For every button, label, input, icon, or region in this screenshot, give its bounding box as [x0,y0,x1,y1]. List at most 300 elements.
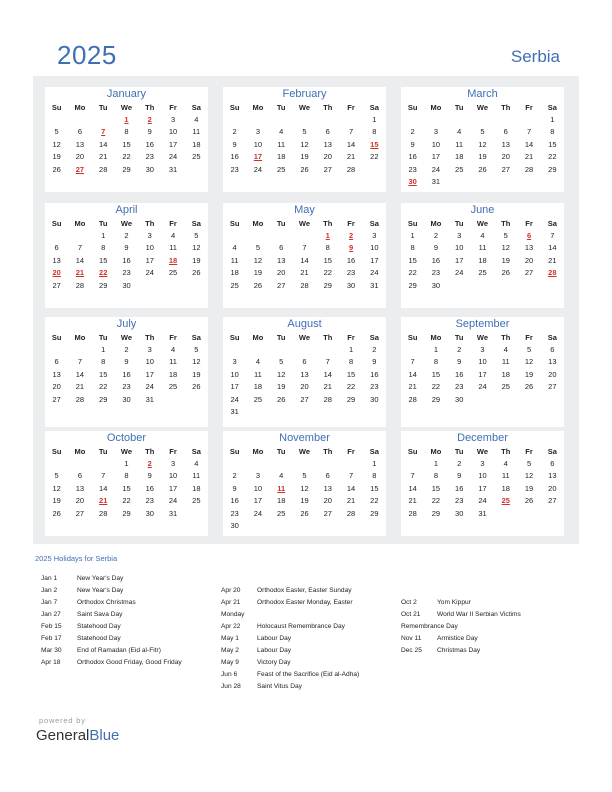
day-cell: 21 [408,382,417,392]
day-cell: 29 [122,508,131,518]
day-cell: 20 [300,382,309,392]
empty-cell [448,176,471,188]
empty-cell [185,508,208,520]
day-cell: 27 [323,508,332,518]
day-cell: 16 [346,255,356,265]
day-cell: 17 [168,139,178,149]
day-cell: 18 [253,382,263,392]
day-cell: 5 [302,471,307,481]
weekday-header [223,218,386,230]
holiday-item [401,621,521,633]
day-cell: 17 [478,483,487,493]
day-cell: 20 [75,496,85,506]
day-cell: 6 [279,243,284,253]
day-cell: 16 [408,152,417,162]
empty-cell [45,230,68,242]
day-cell: 9 [457,357,462,367]
holiday-item [41,573,182,585]
day-cell: 6 [54,243,59,253]
weekday-label: We [476,219,489,228]
day-cell: 26 [524,496,534,506]
day-cell: 26 [300,508,309,518]
day-cell: 16 [431,255,441,265]
day-cell: 19 [300,496,309,506]
day-cell: 4 [503,345,508,354]
day-cell: 10 [478,471,487,481]
empty-cell [494,114,517,126]
holiday-name: World War II Serbian Victims [437,611,521,618]
day-cell: 27 [52,394,61,404]
day-cell: 12 [253,255,263,265]
weekday-label: Sa [369,103,379,112]
week-row [401,267,564,279]
day-cell: 24 [478,496,487,506]
day-cell: 1 [101,345,106,354]
holiday-date: Oct 21 [401,611,421,618]
day-cell: 2 [348,231,354,240]
empty-cell [293,230,316,242]
weekday-label: Mo [430,219,442,228]
holiday-name: New Year's Day [77,587,124,594]
day-cell: 2 [124,345,129,354]
day-cell: 30 [370,394,379,404]
day-cell: 24 [455,268,464,278]
day-cell: 19 [52,496,61,506]
empty-cell [339,114,362,126]
week-row [45,458,208,470]
day-cell: 11 [169,243,177,253]
day-cell: 9 [410,139,415,149]
day-cell: 28 [408,394,417,404]
day-cell: 1 [433,345,438,354]
day-cell: 13 [524,243,534,253]
empty-cell [316,458,339,470]
day-cell: 8 [348,357,354,367]
day-cell: 27 [548,496,557,506]
weekday-label: Sa [369,447,379,456]
day-cell: 18 [168,369,178,379]
day-cell: 25 [277,508,286,518]
day-cell: 16 [122,369,131,379]
day-cell: 4 [194,459,199,468]
day-cell: 17 [168,483,178,493]
day-cell: 14 [548,243,557,253]
weekday-label: Tu [276,219,286,228]
day-cell: 30 [145,164,154,174]
holidays-title: 2025 Holidays for Serbia [35,554,118,563]
day-cell: 12 [501,243,510,253]
week-row [401,508,564,520]
day-cell: 10 [230,369,239,379]
day-cell: 12 [192,243,201,253]
holiday-item [221,657,359,669]
month-title: January [106,88,147,100]
empty-cell [270,458,293,470]
day-cell: 20 [75,152,85,162]
day-cell: 7 [410,471,415,481]
holiday-date: Jan 2 [41,587,58,594]
weekday-label: We [120,447,133,456]
week-row [401,126,564,138]
day-cell: 1 [124,115,129,124]
holiday-item [221,669,359,681]
week-row [223,230,386,242]
day-cell: 29 [122,164,131,174]
day-cell: 18 [192,139,201,149]
day-cell: 30 [230,520,239,530]
weekday-label: Th [145,103,155,112]
day-cell: 18 [168,255,178,265]
holiday-date: Oct 2 [401,599,417,606]
day-cell: 22 [323,268,332,278]
weekday-label: Th [501,447,511,456]
empty-cell [363,406,386,418]
weekday-header [401,102,564,114]
day-cell: 7 [77,243,82,253]
month-title: April [115,204,138,216]
day-cell: 6 [325,471,330,481]
weekday-label: Th [145,447,155,456]
day-cell: 14 [323,369,332,379]
day-cell: 2 [124,231,129,240]
day-cell: 31 [168,164,178,174]
day-cell: 22 [548,152,557,162]
week-row [223,394,386,406]
week-row [223,139,386,151]
empty-cell [185,280,208,292]
day-cell: 21 [346,496,356,506]
holiday-name: Feast of the Sacrifice (Eid al-Adha) [257,671,360,678]
day-cell: 2 [433,231,438,240]
empty-cell [494,280,517,292]
day-cell: 13 [548,471,557,481]
day-cell: 10 [253,139,263,149]
day-cell: 15 [548,139,557,149]
empty-cell [541,176,564,188]
day-cell: 23 [346,268,356,278]
week-row [45,483,208,495]
day-cell: 12 [300,483,309,493]
day-cell: 25 [192,152,201,162]
holiday-item [41,585,182,597]
day-cell: 1 [372,459,377,468]
weekday-label: Sa [191,219,201,228]
empty-cell [68,114,91,126]
weekday-label: Fr [347,219,355,228]
week-row [45,369,208,381]
day-cell: 15 [346,369,356,379]
empty-cell [270,230,293,242]
day-cell: 26 [524,382,534,392]
week-row [45,114,208,126]
day-cell: 7 [101,471,106,481]
empty-cell [45,114,68,126]
day-cell: 26 [192,268,201,278]
day-cell: 19 [300,152,309,162]
weekday-label: Sa [547,333,557,342]
day-cell: 11 [501,357,510,367]
day-cell: 12 [478,139,487,149]
holiday-item [41,597,182,609]
day-cell: 6 [77,127,82,137]
weekday-label: Sa [191,103,201,112]
day-cell: 28 [548,268,557,278]
holiday-item [41,645,182,657]
day-cell: 22 [408,268,417,278]
empty-cell [185,164,208,176]
holiday-name: Holocaust Remembrance Day [257,623,345,630]
week-row [223,406,386,418]
empty-cell [339,406,362,418]
day-cell: 25 [501,496,510,506]
day-cell: 10 [370,243,379,253]
day-cell: 29 [99,394,108,404]
empty-cell [223,114,246,126]
day-cell: 31 [168,508,178,518]
day-cell: 3 [170,459,176,468]
weekday-label: Fr [525,219,533,228]
week-row [45,508,208,520]
holiday-date: Jan 1 [41,575,58,582]
month-january [45,87,208,192]
week-row [223,242,386,254]
day-cell: 21 [408,496,417,506]
day-cell: 30 [346,280,356,290]
day-cell: 12 [524,357,534,367]
month-title: November [279,432,330,444]
weekday-label: We [120,219,133,228]
week-row [401,151,564,163]
day-cell: 20 [501,152,510,162]
empty-cell [293,114,316,126]
weekday-label: We [298,219,311,228]
day-cell: 20 [52,382,61,392]
day-cell: 23 [122,268,131,278]
holiday-item [221,645,359,657]
weekday-label: Fr [347,333,355,342]
month-title: March [467,88,498,100]
day-cell: 20 [548,369,557,379]
day-cell: 11 [192,127,201,137]
day-cell: 13 [501,139,510,149]
week-row [45,394,208,406]
weekday-label: Su [229,447,240,456]
day-cell: 5 [194,231,199,240]
day-cell: 28 [346,164,356,174]
day-cell: 2 [232,471,237,481]
day-cell: 12 [277,369,286,379]
day-cell: 25 [478,268,487,278]
day-cell: 9 [124,357,129,367]
day-cell: 29 [323,280,332,290]
day-cell: 1 [433,459,438,468]
weekday-label: Su [407,103,418,112]
holiday-name: Orthodox Good Friday, Good Friday [77,659,182,666]
empty-cell [339,458,362,470]
week-row [401,255,564,267]
day-cell: 3 [255,127,260,137]
holiday-date: May 2 [221,647,239,654]
day-cell: 27 [524,268,534,278]
day-cell: 14 [346,139,356,149]
day-cell: 15 [323,255,332,265]
day-cell: 30 [145,508,154,518]
holiday-name: Orthodox Christmas [77,599,136,606]
empty-cell [223,458,246,470]
day-cell: 5 [54,127,59,137]
day-cell: 23 [455,496,464,506]
day-cell: 21 [75,268,85,278]
day-cell: 1 [325,231,330,240]
weekday-label: Su [229,219,240,228]
empty-cell [424,114,447,126]
day-cell: 21 [99,496,108,506]
weekday-label: We [298,103,311,112]
day-cell: 9 [232,483,237,493]
day-cell: 6 [503,127,508,137]
day-cell: 6 [550,345,555,354]
day-cell: 1 [101,231,106,240]
day-cell: 18 [501,483,510,493]
day-cell: 11 [277,139,286,149]
day-cell: 23 [230,164,239,174]
empty-cell [541,508,564,520]
day-cell: 4 [279,127,284,137]
day-cell: 4 [503,459,508,468]
day-cell: 10 [168,471,178,481]
week-row [223,381,386,393]
day-cell: 19 [501,255,510,265]
week-row [223,356,386,368]
day-cell: 18 [277,496,286,506]
empty-cell [161,394,184,406]
month-title: October [106,432,147,444]
holiday-name: Monday [221,611,245,618]
holiday-date: Apr 22 [221,623,241,630]
day-cell: 10 [253,483,263,493]
day-cell: 15 [99,255,108,265]
day-cell: 8 [550,127,555,137]
day-cell: 7 [348,127,354,137]
week-row [223,255,386,267]
month-december [401,431,564,536]
day-cell: 4 [457,127,462,137]
day-cell: 8 [410,243,415,253]
week-row [401,470,564,482]
day-cell: 18 [478,255,487,265]
empty-cell [316,520,339,532]
day-cell: 27 [323,164,332,174]
weekday-label: Tu [454,447,464,456]
day-cell: 30 [455,394,464,404]
day-cell: 13 [52,369,61,379]
holiday-date: Dec 25 [401,647,422,654]
week-row [223,126,386,138]
day-cell: 17 [253,152,263,162]
empty-cell [45,458,68,470]
week-row [223,470,386,482]
day-cell: 3 [255,471,260,481]
day-cell: 13 [300,369,309,379]
empty-cell [494,508,517,520]
weekday-header [45,446,208,458]
holiday-column [401,597,521,657]
week-row [223,114,386,126]
day-cell: 28 [524,164,534,174]
day-cell: 3 [480,345,485,354]
empty-cell [68,344,91,356]
empty-cell [270,406,293,418]
day-cell: 15 [431,483,441,493]
day-cell: 4 [279,471,284,481]
day-cell: 24 [145,382,154,392]
weekday-label: Tu [276,447,286,456]
weekday-header [223,446,386,458]
week-row [401,483,564,495]
day-cell: 25 [192,496,201,506]
holiday-date: Feb 15 [41,623,62,630]
weekday-label: Tu [454,333,464,342]
day-cell: 28 [75,394,85,404]
holiday-date: Feb 17 [41,635,62,642]
day-cell: 5 [194,345,199,354]
day-cell: 21 [99,152,108,162]
weekday-label: Th [501,219,511,228]
month-title: February [282,88,327,100]
day-cell: 18 [192,483,201,493]
day-cell: 16 [145,139,154,149]
week-row [401,369,564,381]
day-cell: 22 [122,152,131,162]
day-cell: 10 [168,127,178,137]
day-cell: 2 [372,345,377,354]
empty-cell [494,176,517,188]
day-cell: 31 [478,508,487,518]
day-cell: 4 [170,231,176,240]
day-cell: 11 [277,483,286,493]
weekday-label: Mo [74,447,86,456]
day-cell: 2 [410,127,415,137]
day-cell: 12 [192,357,201,367]
day-cell: 7 [101,127,106,137]
day-cell: 29 [408,280,417,290]
day-cell: 16 [122,255,131,265]
day-cell: 31 [431,176,441,186]
week-row [45,139,208,151]
empty-cell [471,280,494,292]
day-cell: 9 [232,139,237,149]
weekday-label: Fr [169,219,177,228]
empty-cell [92,114,115,126]
empty-cell [339,520,362,532]
brand-logo[interactable] [36,727,119,744]
day-cell: 16 [455,369,464,379]
day-cell: 19 [192,255,201,265]
holiday-name: Victory Day [257,659,291,666]
day-cell: 17 [230,382,239,392]
weekday-label: Th [323,103,333,112]
day-cell: 29 [431,394,441,404]
holiday-item [221,609,359,621]
weekday-label: Sa [191,333,201,342]
weekday-header [45,102,208,114]
day-cell: 6 [325,127,330,137]
day-cell: 8 [372,471,377,481]
holiday-item [41,657,182,669]
weekday-label: We [476,333,489,342]
day-cell: 17 [145,255,154,265]
weekday-label: Mo [252,219,264,228]
